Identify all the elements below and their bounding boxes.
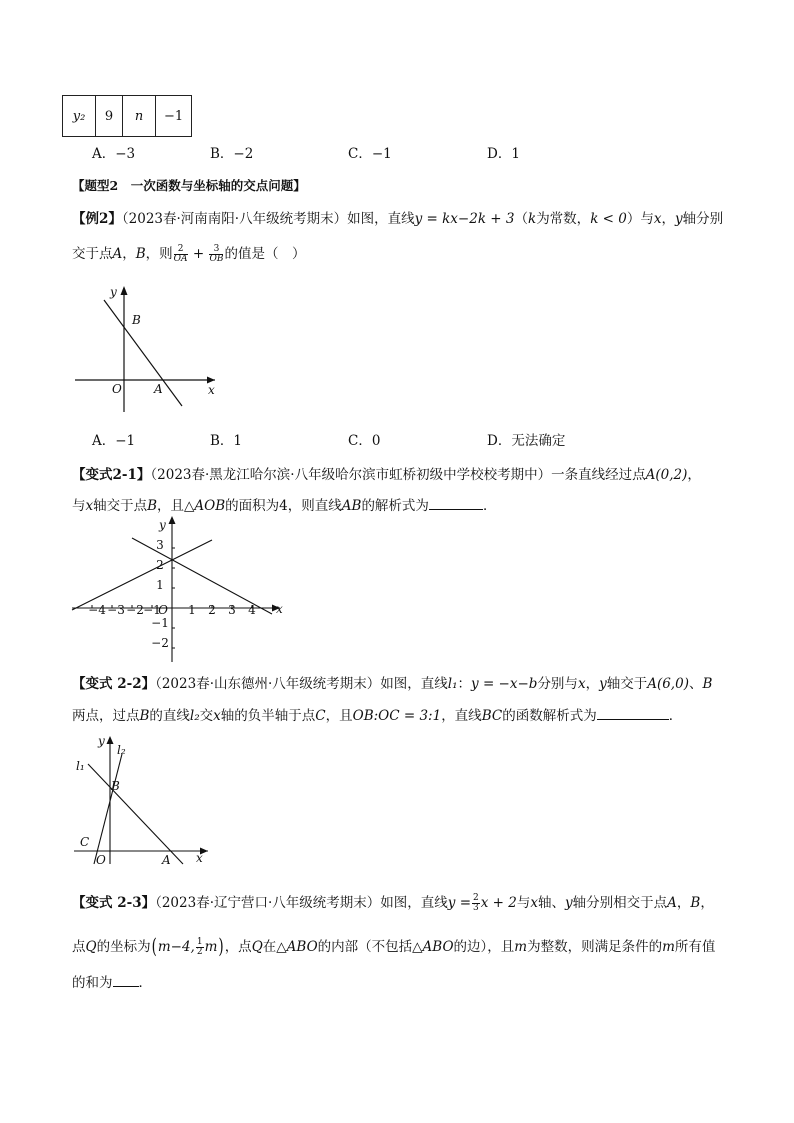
y-label: y — [159, 518, 166, 532]
table-row-label: y₂ — [63, 96, 96, 137]
table-cell: n — [123, 96, 156, 137]
q1-option-b: B．−2 — [210, 146, 254, 162]
variant21-source: （2023春·黑龙江哈尔滨·八年级哈尔滨市虹桥初级中学校校考期中） — [150, 467, 552, 483]
text: 在 — [262, 939, 277, 955]
text: 轴、 — [538, 895, 565, 911]
text: 的解析式为 — [361, 498, 429, 514]
text: 轴分别相交于点 — [572, 895, 668, 911]
triangle: △ABO — [276, 939, 318, 955]
text: ， — [676, 895, 691, 911]
text: 的和为 — [72, 975, 113, 991]
y-axis-arrow — [107, 736, 114, 744]
var: y — [565, 895, 573, 911]
text: 如图，直线 — [380, 676, 448, 692]
point: A(0,2) — [645, 467, 688, 483]
var: B — [147, 498, 158, 514]
variant23-line1 — [72, 893, 714, 913]
answer-blank[interactable] — [597, 705, 669, 720]
text: ． — [482, 498, 497, 514]
figure-1 — [70, 282, 230, 422]
var: Q — [251, 939, 263, 955]
var: x — [530, 895, 538, 911]
variant21-line2 — [72, 495, 496, 516]
fraction — [174, 245, 188, 264]
line-l1 — [88, 764, 183, 864]
table-cell: −1 — [156, 96, 192, 137]
fraction — [196, 938, 204, 957]
equation: y = kx−2k + 3 — [414, 211, 515, 227]
text: （ — [514, 211, 528, 227]
variant22-tag: 【变式 2-2】 — [72, 676, 156, 692]
numerator: 1 — [196, 937, 203, 947]
text: 、 — [688, 676, 703, 692]
example2-tag: 【例2】 — [72, 211, 122, 227]
variant21-tag: 【变式2-1】 — [72, 467, 151, 483]
text: ，点 — [224, 939, 252, 955]
var: x — [577, 676, 586, 692]
q1-option-d: D．1 — [487, 146, 520, 162]
var: C — [315, 708, 326, 724]
y-axis-arrow — [169, 516, 176, 524]
origin-label: O — [112, 382, 122, 396]
text: 所有值 — [674, 939, 716, 955]
text: 的面积为 — [225, 498, 280, 514]
y-label: y — [110, 285, 117, 299]
var: m — [514, 939, 528, 955]
denominator: OB — [209, 254, 224, 264]
text: 轴交于点 — [93, 498, 148, 514]
text: 的坐标为 — [96, 939, 151, 955]
text: 轴交于 — [606, 676, 648, 692]
x-tick-label: 4 — [248, 603, 256, 617]
origin-label: O — [158, 603, 168, 617]
var: B — [702, 676, 713, 692]
text: 与 — [516, 895, 531, 911]
var: BC — [481, 708, 503, 724]
text: ， — [661, 211, 675, 227]
equation: x + 2 — [480, 895, 517, 911]
section-title: 【题型2 一次函数与坐标轴的交点问题】 — [72, 178, 306, 193]
y-label: y — [98, 734, 105, 748]
point-c-label: C — [80, 835, 90, 849]
text: ， — [585, 676, 600, 692]
line-l2-label: l₂ — [117, 743, 126, 757]
ratio: OB:OC = 3:1 — [352, 708, 442, 724]
y-tick-label: 1 — [156, 578, 164, 592]
x-tick-label: −1 — [143, 603, 161, 617]
text: ，且 — [157, 498, 185, 514]
number: 4 — [279, 498, 288, 514]
x-tick-label: 2 — [208, 603, 216, 617]
var: x — [85, 498, 94, 514]
x-tick-label: −2 — [126, 603, 144, 617]
line-l2 — [94, 754, 122, 864]
text: ． — [668, 708, 683, 724]
variant22-source: （2023春·山东德州·八年级统考期末） — [155, 676, 381, 692]
x-tick-label: −3 — [107, 603, 125, 617]
x-tick-label: 3 — [228, 603, 236, 617]
example2-line1 — [72, 209, 723, 229]
text: 如图，直线 — [347, 211, 415, 227]
figure-2 — [68, 514, 288, 664]
var: B — [139, 708, 150, 724]
var: y — [674, 211, 683, 227]
text: 一条直线经过点 — [551, 467, 646, 483]
variant21-line1 — [72, 465, 701, 485]
coordinate: m−4, — [157, 939, 195, 955]
y-tick-label: 2 — [156, 558, 164, 572]
text: ． — [138, 975, 152, 991]
triangle: △AOB — [184, 498, 226, 514]
x-tick-label: −4 — [88, 603, 106, 617]
x-tick-label: 1 — [188, 603, 196, 617]
answer-blank[interactable] — [429, 495, 483, 510]
text: 的内部（不包括 — [317, 939, 413, 955]
variant22-line1 — [72, 674, 712, 694]
var: Q — [85, 939, 97, 955]
variant23-source: （2023春·辽宁营口·八年级统考期末） — [155, 895, 381, 911]
variant23-tag: 【变式 2-3】 — [72, 895, 156, 911]
variant22-line2 — [72, 705, 682, 726]
example2-source: （2023春·河南南阳·八年级统考期末） — [121, 211, 348, 227]
var: m — [662, 939, 675, 955]
condition: k < 0 — [590, 211, 627, 227]
figure-3 — [70, 730, 220, 870]
point-a-label: A — [162, 853, 171, 867]
text: 为常数， — [536, 211, 591, 227]
var: A — [112, 246, 123, 262]
values-table — [62, 95, 192, 137]
text: ： — [457, 676, 472, 692]
point-a-label: A — [154, 382, 163, 396]
x-label: x — [196, 851, 203, 865]
numerator: 2 — [473, 893, 479, 903]
var: B — [135, 246, 146, 262]
example2-option-c: C．0 — [348, 433, 381, 449]
text: + — [188, 246, 209, 262]
text: 的函数解析式为 — [502, 708, 597, 724]
var: x — [213, 708, 221, 724]
text: ，则 — [145, 246, 173, 262]
text: ，直线 — [441, 708, 482, 724]
example2-option-b: B．1 — [210, 433, 243, 449]
equation: y = — [447, 895, 472, 911]
numerator: 3 — [209, 245, 223, 255]
text: 两点，过点 — [72, 708, 140, 724]
line-l1-label: l₁ — [76, 759, 85, 773]
text: 轴分别 — [682, 211, 724, 227]
paren: ( — [151, 935, 157, 959]
denominator: 3 — [473, 903, 479, 913]
denominator: OA — [173, 254, 188, 264]
var: y — [599, 676, 607, 692]
text: 交于点 — [72, 246, 113, 262]
answer-blank[interactable] — [113, 972, 139, 987]
text: 点 — [72, 939, 86, 955]
example2-line2 — [72, 244, 305, 264]
triangle: △ABO — [412, 939, 454, 955]
text: 如图，直线 — [380, 895, 448, 911]
x-label: x — [276, 602, 283, 616]
text: ，且 — [325, 708, 353, 724]
point-b-label: B — [111, 779, 120, 793]
var: m — [204, 939, 218, 955]
var: l₁ — [447, 676, 458, 692]
q1-option-a: A．−3 — [92, 146, 136, 162]
line-rising — [72, 540, 212, 610]
variant23-line3 — [72, 972, 152, 993]
q1-option-c: C．−1 — [348, 146, 392, 162]
x-label: x — [208, 383, 215, 397]
fraction — [209, 245, 223, 264]
denominator: 2 — [196, 947, 203, 957]
table-cell: 9 — [96, 96, 123, 137]
text: 轴的负半轴于点 — [220, 708, 316, 724]
example2-option-d: D．无法确定 — [487, 433, 566, 449]
origin-label: O — [96, 853, 106, 867]
numerator: 2 — [174, 245, 188, 255]
var: AB — [341, 498, 362, 514]
paren: ) — [218, 935, 224, 959]
var: x — [653, 211, 662, 227]
var: l₂ — [189, 708, 200, 724]
var: k — [528, 211, 537, 227]
point-b-label: B — [132, 313, 141, 327]
text: 分别与 — [537, 676, 578, 692]
var: A — [667, 895, 677, 911]
var: B — [690, 895, 701, 911]
text: ）与 — [626, 211, 654, 227]
text: ， — [700, 895, 714, 911]
text: ，则直线 — [287, 498, 342, 514]
y-axis-arrow — [121, 286, 128, 295]
text: 为整数，则满足条件的 — [527, 939, 663, 955]
text: 的值是（ ） — [224, 246, 306, 262]
y-tick-label: 3 — [156, 538, 164, 552]
y-tick-label: −1 — [151, 616, 169, 630]
variant23-line2 — [72, 937, 715, 957]
y-tick-label: −2 — [151, 636, 169, 650]
example2-option-a: A．−1 — [92, 433, 136, 449]
equation: y = −x−b — [471, 676, 538, 692]
text: 交 — [199, 708, 214, 724]
text: 的边），且 — [453, 939, 515, 955]
text: ， — [687, 467, 701, 483]
fraction — [472, 894, 480, 913]
text: ， — [122, 246, 136, 262]
text: 的直线 — [149, 708, 190, 724]
text: 与 — [72, 498, 86, 514]
point: A(6,0) — [647, 676, 689, 692]
table-row — [63, 96, 192, 137]
